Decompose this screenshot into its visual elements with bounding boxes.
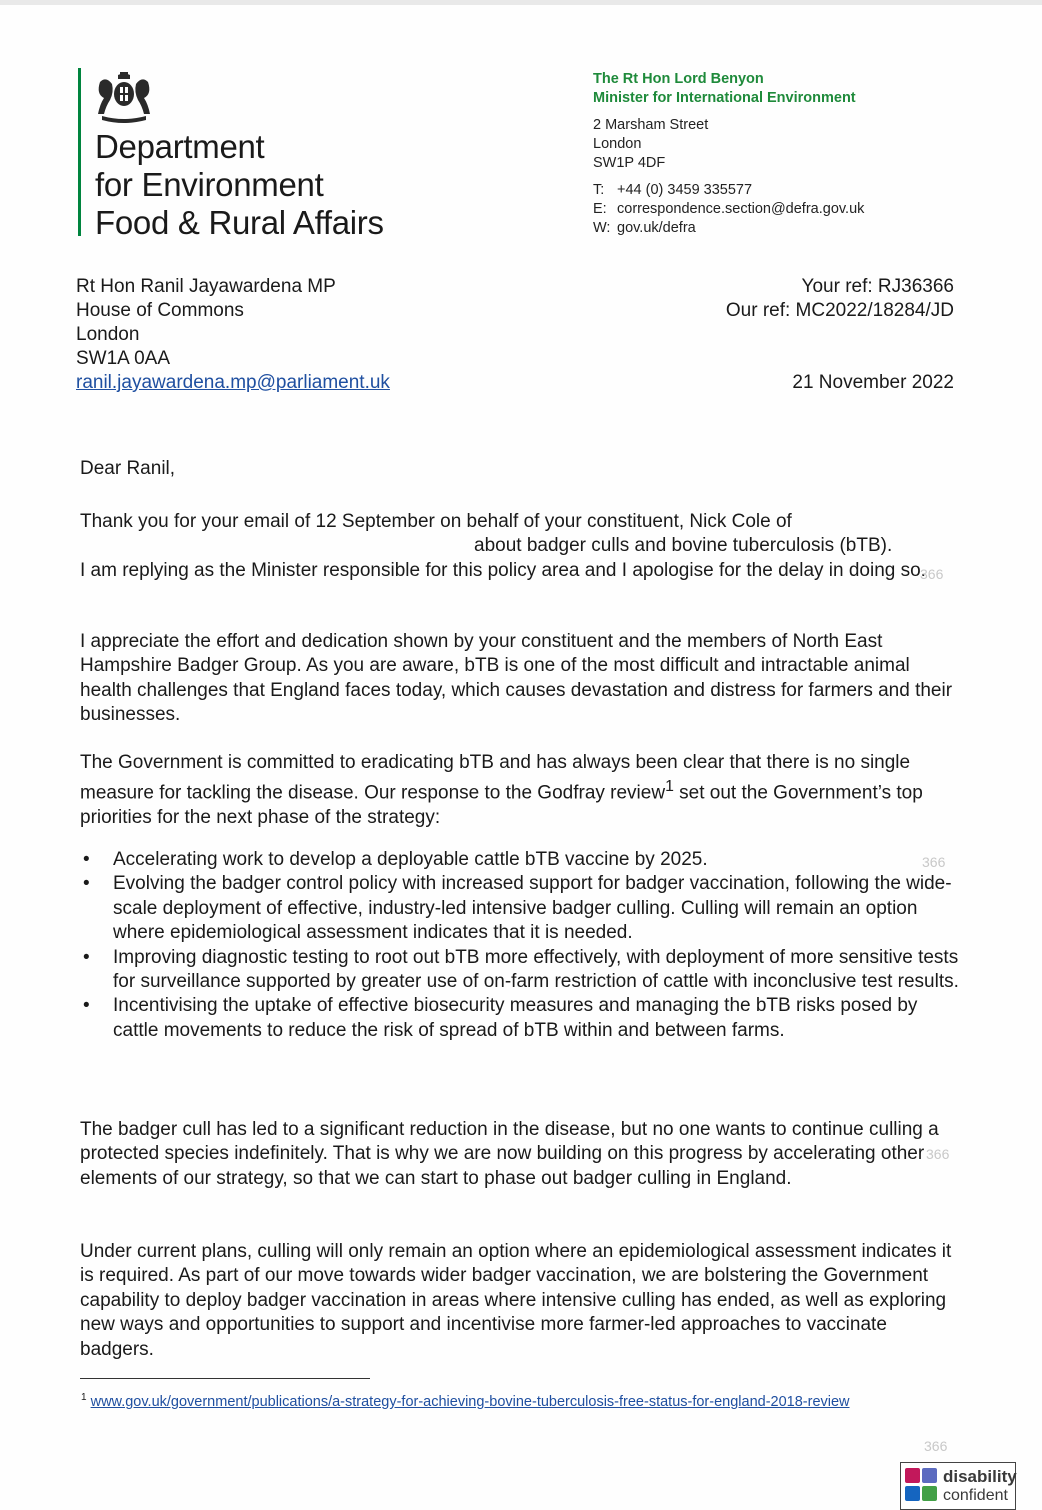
badge-logo-icon [905, 1468, 939, 1504]
badge-tile [922, 1486, 937, 1501]
address-line: 2 Marsham Street [593, 117, 709, 133]
list-item-text: Improving diagnostic testing to root out bTB more effectively, with deployment of more sensitive tests for surveillance supported by greater use of on-farm restriction of cattle with inconclusive test results. [113, 946, 959, 993]
footnote-reference[interactable]: 1 [665, 778, 674, 796]
recipient-block [76, 275, 390, 395]
email-row [593, 200, 864, 219]
royal-coat-of-arms-icon [92, 70, 156, 124]
paragraph-1 [80, 510, 960, 583]
footnote-number: 1 [81, 1392, 87, 1403]
sender-address [593, 116, 864, 173]
letter-date: 21 November 2022 [792, 372, 954, 393]
paragraph-2: I appreciate the effort and dedication shown by your constituent and the members of North East Hampshire Badger Group. As you are aware, bTB is one of the most difficult and intractable animal health challenges that England faces today, which causes devastation and distress for farmers and their businesses. [80, 631, 953, 726]
telephone-value: +44 (0) 3459 335577 [617, 182, 753, 198]
recipient-name: Rt Hon Ranil Jayawardena MP [76, 276, 336, 297]
bleed-through-mark: 366 [922, 854, 946, 870]
paragraph-1-rest: I am replying as the Minister responsible for this policy area and I apologise for the delay in doing so. [80, 559, 926, 581]
list-item [80, 946, 960, 995]
sender-block [593, 70, 864, 238]
paragraph-3-text-cont: set out the Government’s top priorities for the next phase of the strategy: [80, 782, 923, 829]
web-value[interactable]: gov.uk/defra [617, 220, 696, 236]
footnote [81, 1388, 921, 1412]
recipient-address-line: SW1A 0AA [76, 348, 170, 369]
paragraph-4: The badger cull has led to a significant reduction in the disease, but no one wants to continue culling a protected species indefinitely. That is why we are now building on this progress by accelerating other elements of our strategy, so that we can start to phase out badger culling in England. [80, 1119, 939, 1189]
badge-line-2: confident [943, 1487, 1008, 1504]
department-name [95, 128, 384, 242]
your-reference: Your ref: RJ36366 [801, 276, 954, 297]
brand-bar [78, 68, 81, 236]
bullet-icon: • [83, 995, 90, 1017]
minister-title: Minister for International Environment [593, 90, 856, 106]
disability-confident-badge [900, 1462, 1016, 1510]
badge-line-1: disability [943, 1467, 1017, 1486]
email-label: E: [593, 201, 607, 217]
address-line: London [593, 136, 642, 152]
department-name-line: Department [95, 128, 265, 165]
list-item-text: Evolving the badger control policy with increased support for badger vaccination, following the wide-scale deployment of effective, industry-led intensive badger culling. Culling will remain an option where epidemiological assessment indicates that it is needed. [113, 873, 952, 944]
sender-contact [593, 181, 864, 238]
list-item-text: Incentivising the uptake of effective biosecurity measures and managing the bTB risks posed by cattle movements to reduce the risk of spread of bTB within and between farms. [113, 995, 918, 1041]
department-name-line: for Environment [95, 166, 324, 203]
bleed-through-mark: 366 [924, 1438, 948, 1454]
recipient-address-line: House of Commons [76, 300, 244, 321]
recipient-email-link[interactable]: ranil.jayawardena.mp@parliament.uk [76, 372, 390, 393]
paragraph-3-text: The Government is committed to eradicating bTB and has always been clear that there is no single measure for tackling the disease. Our response to the Godfray review [80, 752, 911, 804]
web-row [593, 219, 864, 238]
footnote-link[interactable]: www.gov.uk/government/publications/a-strategy-for-achieving-bovine-tuberculosis-free-status-for-england-2018-review [90, 1393, 850, 1410]
paragraph-1-line-1: Thank you for your email of 12 September on behalf of your constituent, Nick Cole of [80, 511, 792, 532]
bleed-through-mark: 366 [920, 566, 944, 582]
department-name-line: Food & Rural Affairs [95, 204, 384, 241]
badge-tile [922, 1468, 937, 1483]
bullet-icon: • [83, 849, 90, 870]
paragraph-1-line-2: about badger culls and bovine tuberculosis (bTB). [474, 535, 893, 557]
priorities-list [80, 848, 960, 1043]
list-item [80, 872, 960, 945]
minister-name: The Rt Hon Lord Benyon [593, 71, 764, 87]
footnote-divider [80, 1378, 370, 1379]
page-edge [0, 0, 1042, 5]
salutation: Dear Ranil, [80, 458, 176, 479]
references-block [726, 275, 954, 323]
email-value[interactable]: correspondence.section@defra.gov.uk [617, 201, 865, 217]
recipient-address-line: London [76, 324, 140, 345]
telephone-row [593, 181, 864, 200]
list-item-text: Accelerating work to develop a deployable cattle bTB vaccine by 2025. [113, 849, 708, 870]
badge-tile [905, 1486, 920, 1501]
paragraph-5: Under current plans, culling will only remain an option where an epidemiological assessment indicates it is required. As part of our move towards wider badger vaccination, we are bolstering the Government capability to deploy badger vaccination in areas where intensive culling has ended, as well as exploring new ways and opportunities to support and incentivise more farmer-led approaches to vaccinate badgers. [80, 1241, 952, 1360]
web-label: W: [593, 220, 611, 236]
badge-tile [905, 1468, 920, 1483]
list-item [80, 848, 960, 872]
telephone-label: T: [593, 182, 605, 198]
bleed-through-mark: 366 [926, 1146, 950, 1162]
list-item [80, 994, 960, 1043]
bullet-icon: • [83, 946, 90, 968]
paragraph-3 [80, 751, 960, 831]
our-reference: Our ref: MC2022/18284/JD [725, 300, 954, 321]
bullet-icon: • [83, 873, 90, 895]
address-line: SW1P 4DF [593, 155, 666, 171]
